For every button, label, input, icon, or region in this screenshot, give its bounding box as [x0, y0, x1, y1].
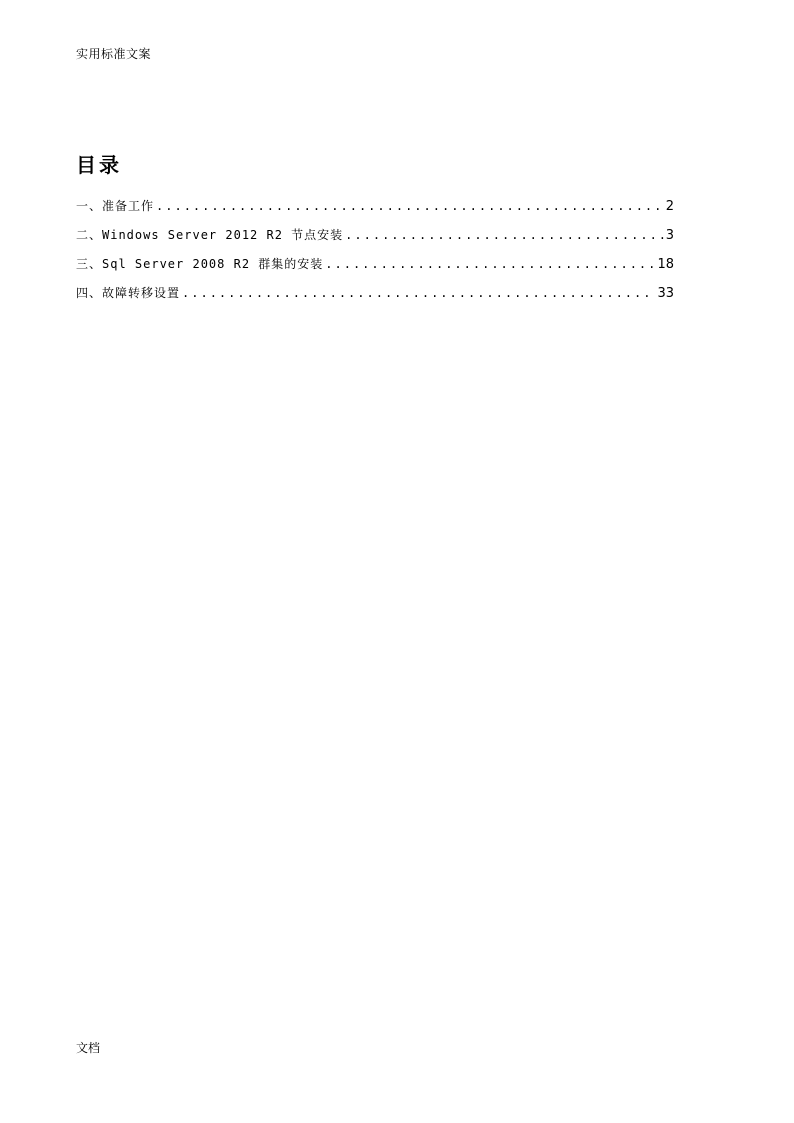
toc-entry-preparation[interactable]: [76, 194, 674, 223]
toc-entry-page-number: 3: [665, 228, 674, 243]
toc-entry-label: 三、Sql Server 2008 R2 群集的安装: [76, 257, 324, 271]
toc-entry-page-number: 2: [665, 199, 674, 214]
toc-entry-windows-server-install[interactable]: [76, 223, 674, 252]
toc-title: 目录: [76, 153, 122, 177]
toc-entry-failover-settings[interactable]: [76, 281, 674, 310]
toc-entry-label: 四、故障转移设置: [76, 286, 181, 300]
toc-dot-leader: [325, 252, 655, 277]
toc-entry-label: 一、准备工作: [76, 199, 155, 213]
toc-dot-leader: [182, 281, 655, 306]
toc-entry-page-number: 18: [657, 257, 674, 272]
page-header: 实用标准文案: [76, 47, 152, 61]
toc-dot-leader: [345, 223, 664, 248]
toc-entry-sql-server-cluster-install[interactable]: [76, 252, 674, 281]
table-of-contents: [76, 194, 674, 310]
page-footer: 文档: [76, 1041, 101, 1055]
toc-entry-page-number: 33: [657, 286, 674, 301]
toc-entry-label: 二、Windows Server 2012 R2 节点安装: [76, 228, 344, 242]
toc-dot-leader: [156, 194, 664, 219]
